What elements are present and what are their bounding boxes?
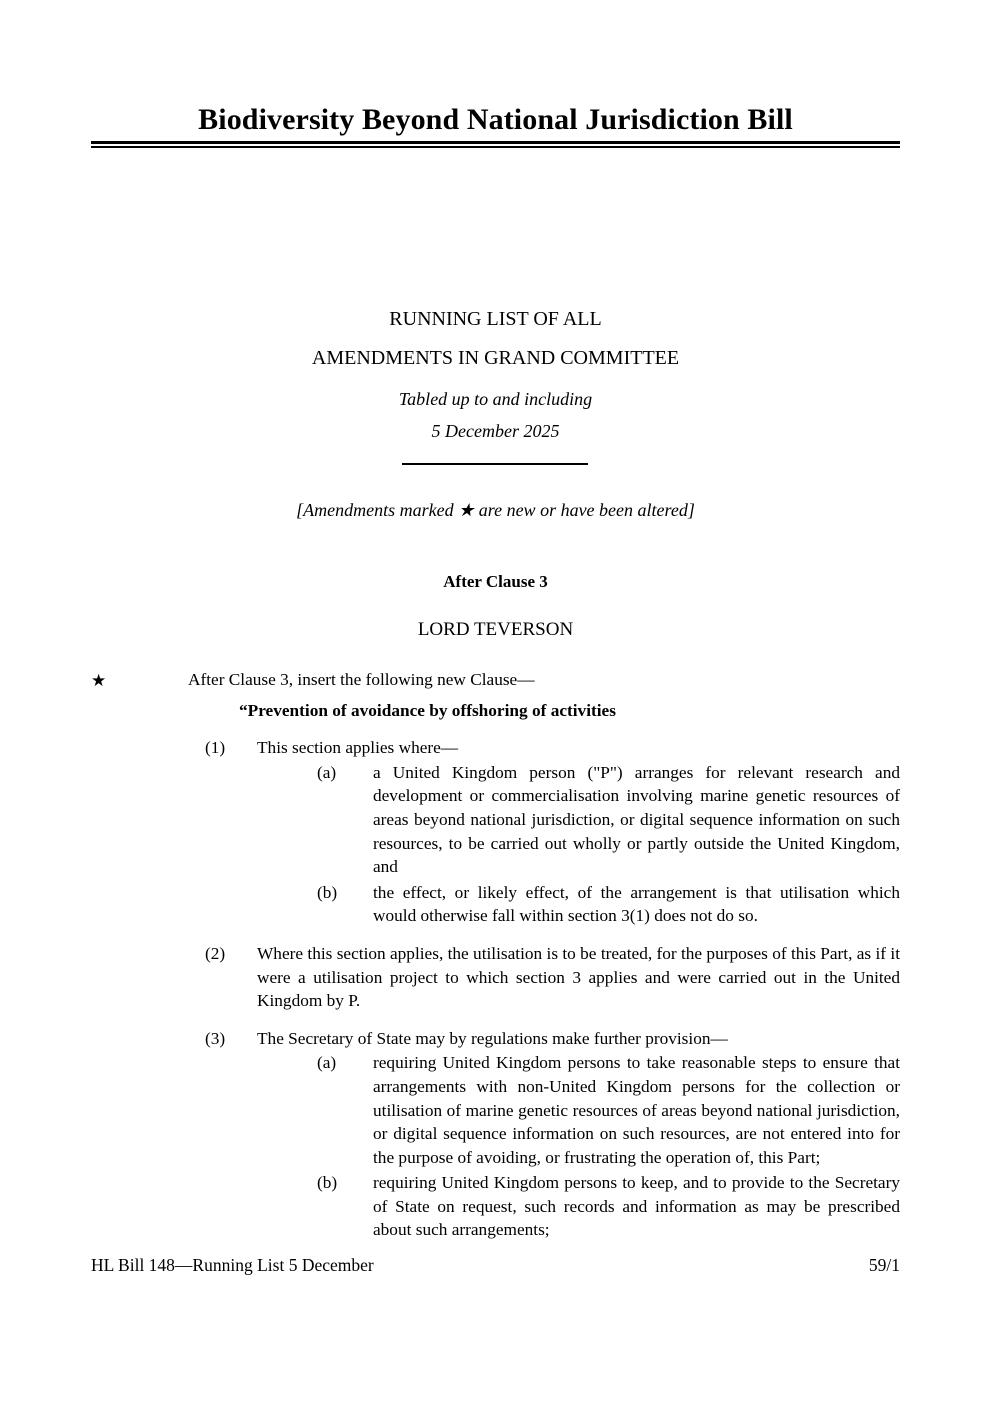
paragraph-text: requiring United Kingdom persons to take reasonable steps to ensure that arrangements with non-United Kingdom persons for the collection or utilisation of marine genetic resources of areas beyond national jurisdiction, or digital sequence information on such resources, are not entered into for the purpose of avoiding, or frustrating the operation of, this Part; bbox=[373, 1053, 900, 1167]
paragraph bbox=[317, 881, 900, 928]
running-list-heading-line-2: AMENDMENTS IN GRAND COMMITTEE bbox=[311, 347, 680, 369]
tabled-date: 5 December 2025 bbox=[431, 421, 560, 441]
footer-page-number: 59/1 bbox=[868, 1255, 900, 1275]
new-clause-title: “Prevention of avoidance by offshoring of activities bbox=[239, 700, 616, 720]
section-divider-rule bbox=[402, 463, 588, 465]
paragraph-text: a United Kingdom person ("P") arranges for relevant research and development or commercialisation involving marine genetic resources of areas beyond national jurisdiction, or digital sequence information on such resources, to be carried out wholly or partly outside the United Kingdom, and bbox=[373, 762, 900, 877]
paragraph-marker: (b) bbox=[317, 882, 338, 902]
subsection bbox=[205, 942, 900, 1013]
subsection-marker: (3) bbox=[205, 1028, 226, 1048]
amendment-member-name: LORD TEVERSON bbox=[417, 619, 574, 640]
subsection-marker: (1) bbox=[205, 738, 226, 758]
subsection-text: This section applies where— bbox=[257, 738, 459, 758]
running-list-heading-line-1: RUNNING LIST OF ALL bbox=[389, 308, 602, 330]
amendment-body bbox=[91, 668, 900, 1242]
paragraph-text: requiring United Kingdom persons to keep, and to provide to the Secretary of State on request, such records and information as may be prescribed about such arrangements; bbox=[373, 1173, 900, 1240]
subsection-marker: (2) bbox=[205, 943, 226, 963]
paragraph-marker: (b) bbox=[317, 1173, 338, 1193]
paragraph bbox=[317, 1051, 900, 1169]
amendment-insert-instruction: After Clause 3, insert the following new Clause— bbox=[188, 670, 535, 689]
page-title: Biodiversity Beyond National Jurisdiction Bill bbox=[198, 103, 793, 136]
paragraph bbox=[317, 761, 900, 879]
tabled-block bbox=[91, 383, 900, 447]
star-icon: ★ bbox=[91, 671, 107, 690]
subsection-text: Where this section applies, the utilisation is to be treated, for the purposes of this Part, as if it were a utilisation project to which section 3 applies and were carried out in the United Kingdom by P. bbox=[257, 943, 900, 1011]
subsection-text: The Secretary of State may by regulations make further provision— bbox=[257, 1028, 728, 1048]
page-footer bbox=[91, 1255, 900, 1276]
paragraph-marker: (a) bbox=[317, 762, 337, 782]
marked-amendments-note: [Amendments marked ★ are new or have been altered] bbox=[296, 500, 695, 520]
paragraph-marker: (a) bbox=[317, 1053, 337, 1073]
tabled-label: Tabled up to and including bbox=[398, 389, 593, 409]
paragraph-text: the effect, or likely effect, of the arrangement is that utilisation which would otherwise fall within section 3(1) does not do so. bbox=[373, 882, 900, 926]
title-double-rule bbox=[91, 141, 900, 148]
footer-bill-reference: HL Bill 148—Running List 5 December bbox=[91, 1255, 374, 1275]
subsection bbox=[205, 1027, 900, 1242]
amendment-clause-heading: After Clause 3 bbox=[443, 572, 548, 591]
subsection bbox=[205, 736, 900, 928]
paragraph bbox=[317, 1171, 900, 1242]
running-list-heading bbox=[91, 300, 900, 378]
